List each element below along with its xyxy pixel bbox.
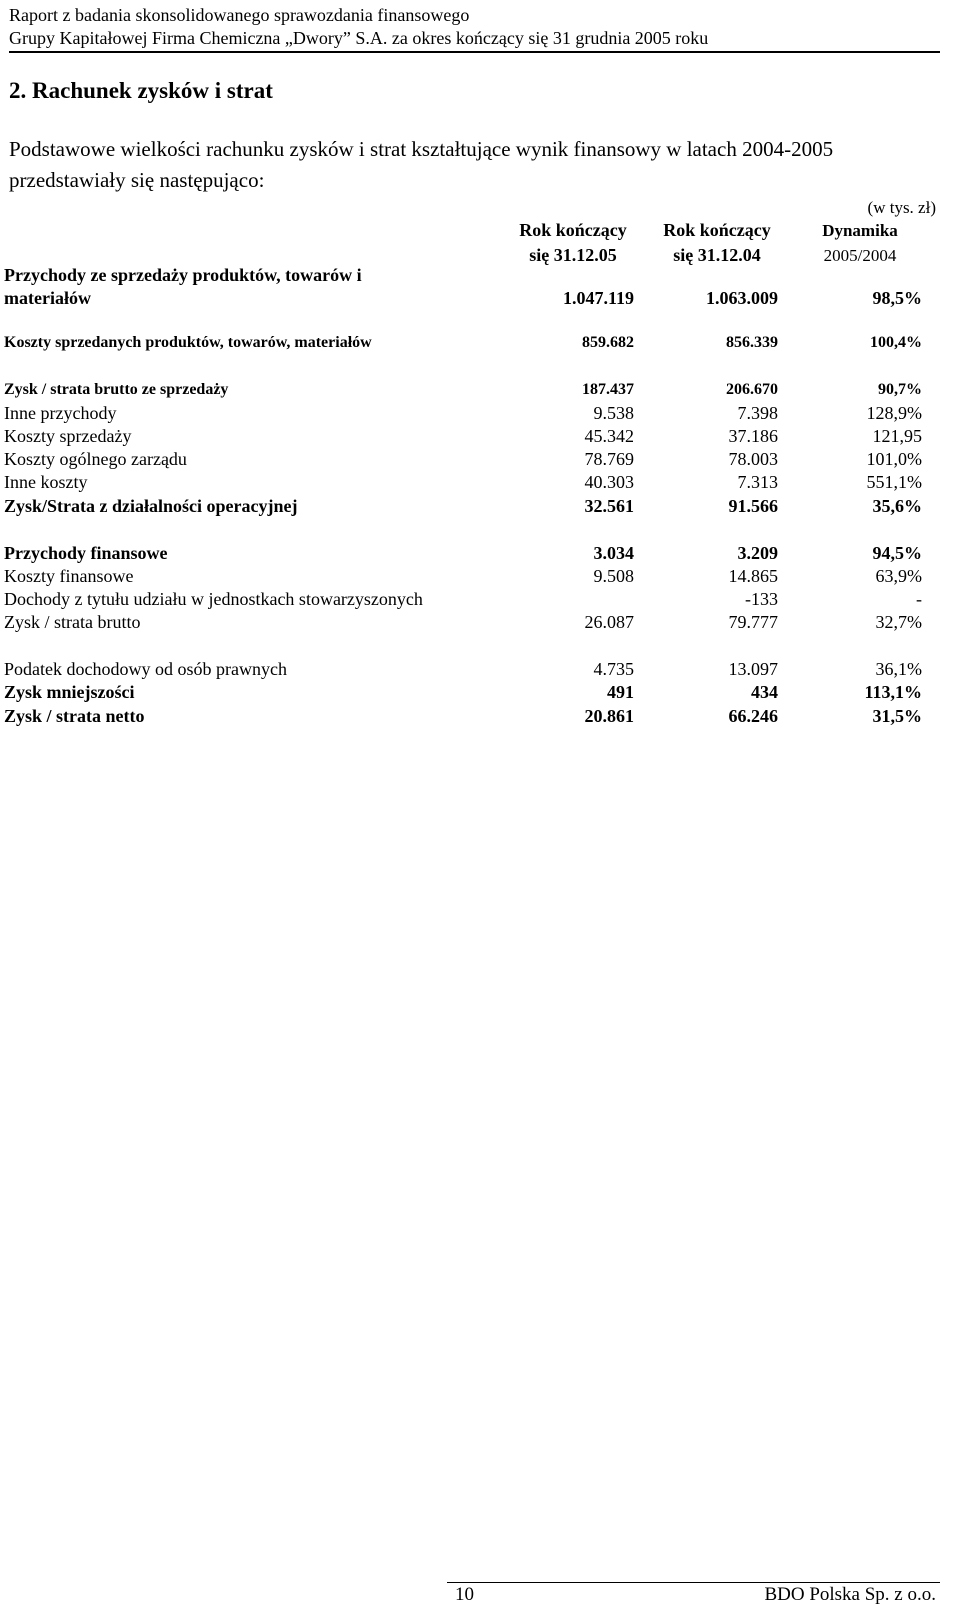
row-value-dynamics: 32,7%: [875, 612, 922, 632]
row-label: Inne koszty: [4, 472, 88, 492]
table-row: [4, 587, 926, 611]
table-row: [4, 494, 926, 518]
footer-company: BDO Polska Sp. z o.o.: [764, 1584, 936, 1605]
column-header-line2: 2005/2004: [823, 246, 897, 265]
row-value-2005: 3.034: [593, 543, 634, 563]
column-header-line1: Dynamika: [822, 221, 898, 240]
row-value-dynamics: 113,1%: [864, 682, 922, 702]
report-header: [9, 4, 940, 50]
row-label: Zysk / strata netto: [4, 706, 145, 726]
row-value-2005: 4.735: [593, 659, 634, 679]
row-value-dynamics: 98,5%: [872, 288, 922, 308]
column-header-2005: [508, 218, 638, 268]
table-row: [4, 424, 926, 448]
row-label: Podatek dochodowy od osób prawnych: [4, 659, 287, 679]
row-label: Zysk mniejszości: [4, 682, 135, 702]
row-value-dynamics: 100,4%: [870, 334, 922, 351]
table-row: [4, 680, 926, 704]
column-header-line2: się 31.12.04: [673, 245, 761, 265]
row-value-dynamics: 90,7%: [878, 381, 922, 398]
page-number: 10: [455, 1584, 474, 1605]
row-value-2004: 79.777: [728, 612, 778, 632]
row-label: Zysk / strata brutto: [4, 612, 141, 632]
row-value-2004: -133: [745, 589, 778, 609]
row-value-dynamics: 551,1%: [866, 472, 922, 492]
row-value-2004: 37.186: [728, 426, 778, 446]
header-rule: [9, 51, 940, 53]
row-value-2004: 856.339: [726, 334, 778, 351]
column-header-dynamics: [795, 218, 925, 268]
column-header-2004: [652, 218, 782, 268]
row-label: Zysk/Strata z działalności operacyjnej: [4, 496, 298, 516]
row-value-2004: 1.063.009: [706, 288, 778, 308]
row-value-2004: 206.670: [726, 381, 778, 398]
unit-label: (w tys. zł): [867, 198, 936, 217]
row-value-2004: 7.398: [737, 403, 778, 423]
row-label: Koszty sprzedaży: [4, 426, 132, 446]
row-value-dynamics: 121,95: [872, 426, 922, 446]
table-row-label-continuation: [4, 263, 926, 287]
row-value-dynamics: 94,5%: [872, 543, 922, 563]
table-row: [4, 331, 926, 355]
row-value-dynamics: 35,6%: [872, 496, 922, 516]
row-value-dynamics: -: [916, 589, 922, 609]
row-value-2005: 32.561: [584, 496, 634, 516]
row-value-dynamics: 128,9%: [866, 403, 922, 423]
row-value-2005: 26.087: [584, 612, 634, 632]
row-label: Przychody finansowe: [4, 543, 168, 563]
row-value-dynamics: 31,5%: [872, 706, 922, 726]
table-row: [4, 378, 926, 402]
table-row: [4, 610, 926, 634]
row-value-2004: 13.097: [728, 659, 778, 679]
row-label: Koszty finansowe: [4, 566, 134, 586]
column-header-line1: Rok kończący: [519, 220, 627, 240]
table-row: [4, 447, 926, 471]
row-value-2004: 91.566: [728, 496, 778, 516]
row-value-2005: 20.861: [584, 706, 634, 726]
row-label: Zysk / strata brutto ze sprzedaży: [4, 381, 229, 398]
row-label: Przychody ze sprzedaży produktów, towarów i: [4, 265, 362, 285]
row-value-dynamics: 36,1%: [875, 659, 922, 679]
footer-rule: [447, 1582, 940, 1583]
row-label: Koszty sprzedanych produktów, towarów, materiałów: [4, 334, 372, 351]
section-title: 2. Rachunek zysków i strat: [9, 78, 273, 103]
row-value-2005: 9.508: [593, 566, 634, 586]
table-row: [4, 401, 926, 425]
column-header-line1: Rok kończący: [663, 220, 771, 240]
row-value-2004: 14.865: [728, 566, 778, 586]
row-label: Dochody z tytułu udziału w jednostkach stowarzyszonych: [4, 589, 423, 609]
row-label: Koszty ogólnego zarządu: [4, 449, 187, 469]
row-value-2005: 1.047.119: [562, 288, 634, 308]
table-row: [4, 704, 926, 728]
row-value-dynamics: 63,9%: [875, 566, 922, 586]
row-label: materiałów: [4, 288, 91, 308]
header-line-1: Raport z badania skonsolidowanego sprawozdania finansowego: [9, 5, 470, 25]
row-value-2004: 434: [751, 682, 778, 702]
row-value-dynamics: 101,0%: [866, 449, 922, 469]
column-header-line2: się 31.12.05: [529, 245, 617, 265]
row-value-2005: 491: [607, 682, 634, 702]
intro-paragraph: Podstawowe wielkości rachunku zysków i strat kształtujące wynik finansowy w latach 2004-2005 przedstawiały się następująco:: [9, 137, 834, 192]
row-label: Inne przychody: [4, 403, 117, 423]
table-row: [4, 470, 926, 494]
row-value-2004: 78.003: [728, 449, 778, 469]
header-line-2: Grupy Kapitałowej Firma Chemiczna „Dwory” S.A. za okres kończący się 31 grudnia 2005 roku: [9, 28, 709, 48]
row-value-2004: 3.209: [737, 543, 778, 563]
row-value-2005: 40.303: [584, 472, 634, 492]
row-value-2005: 187.437: [582, 381, 634, 398]
table-row: [4, 657, 926, 681]
table-row: [4, 564, 926, 588]
row-value-2005: 859.682: [582, 334, 634, 351]
table-row: [4, 286, 926, 310]
row-value-2005: 78.769: [584, 449, 634, 469]
row-value-2005: 45.342: [584, 426, 634, 446]
table-row: [4, 541, 926, 565]
row-value-2004: 66.246: [728, 706, 778, 726]
row-value-2004: 7.313: [737, 472, 778, 492]
row-value-2005: 9.538: [593, 403, 634, 423]
